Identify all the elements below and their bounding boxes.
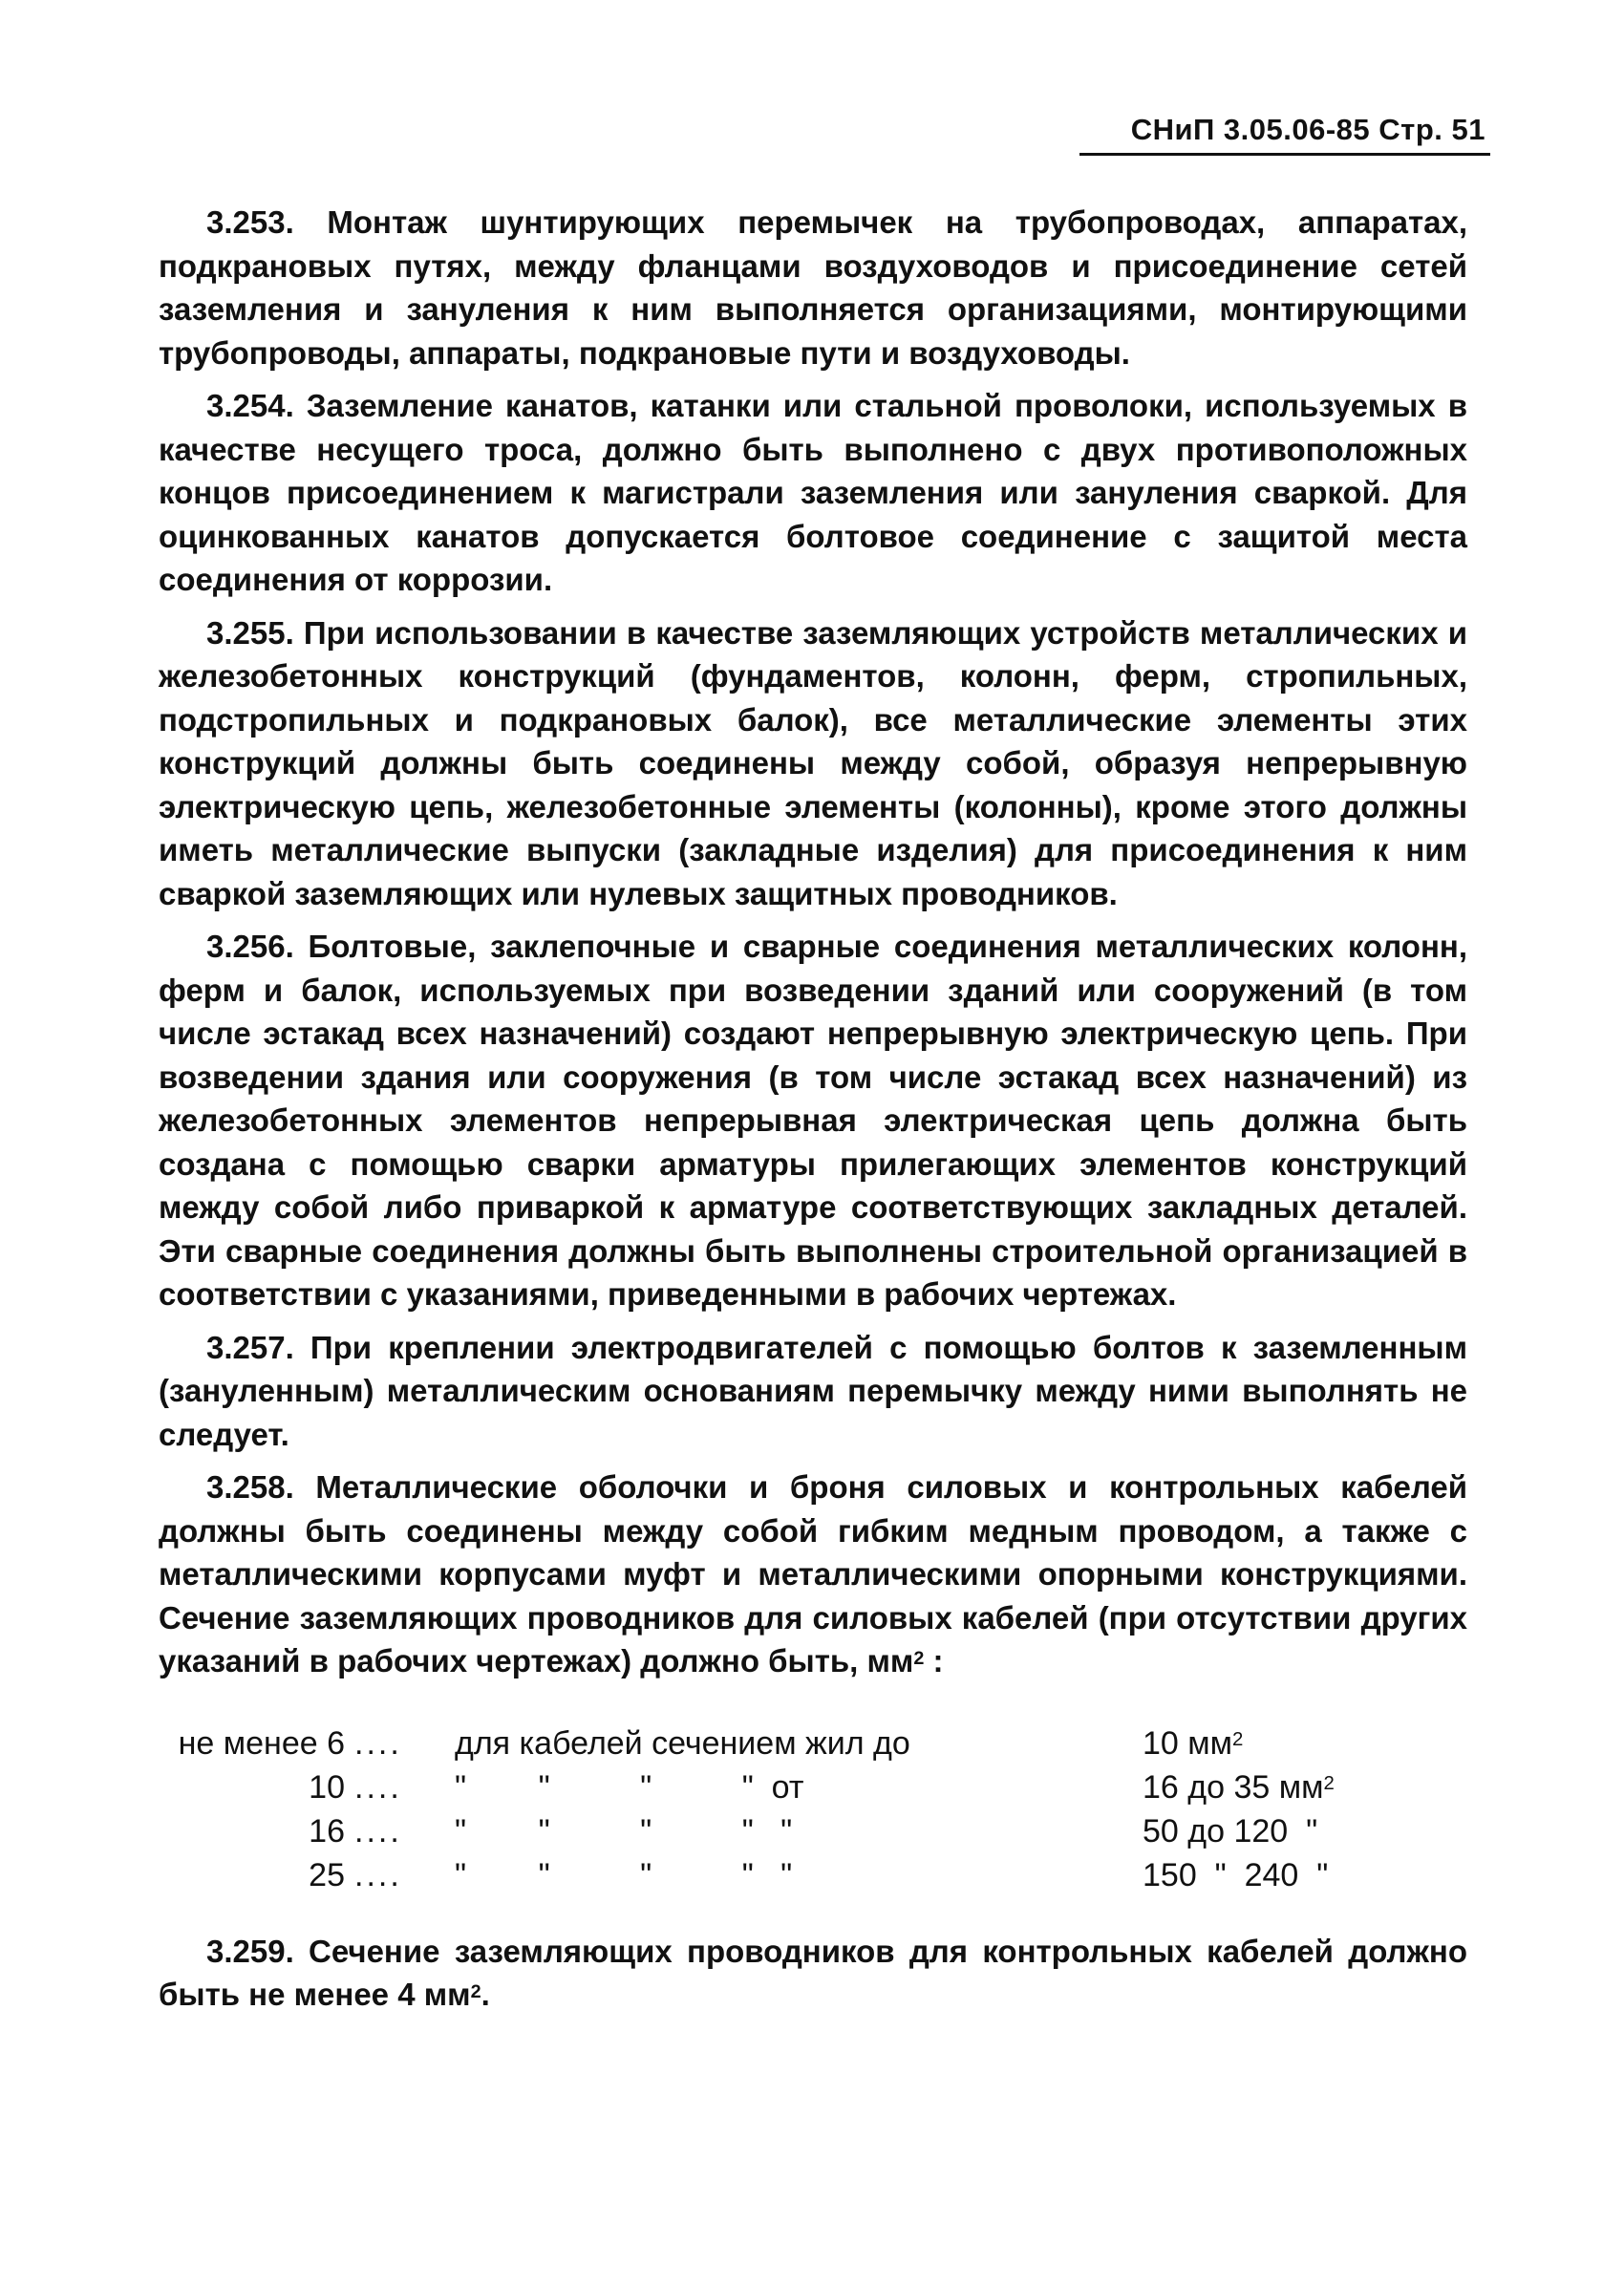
- paragraph-text: При использовании в качестве заземляющих устройств металлических и железобетонных конструкций (фундаментов, колонн, ферм, стропильных, подстропильных и подкрановых балок), все металлические элементы этих конструкций должны быть соединены между собой, образуя непрерывную электрическую цепь, железобетонные элементы (колонны), кроме этого должны иметь металлические выпуски (закладные изделия) для присоединения к ним сваркой заземляющих или нулевых защитных проводников.: [159, 614, 1467, 911]
- table-row: [159, 1853, 1467, 1897]
- paragraph-3-254: [159, 384, 1467, 602]
- core-section-value: 10 мм: [1143, 1724, 1233, 1762]
- paragraph-text: Болтовые, заклепочные и сварные соединения металлических колонн, ферм и балок, используемых при возведении зданий или сооружений (в том числе эстакад всех назначений) создают непрерывную электрическую цепь. При возведении здания или сооружения (в том числе эстакад всех назначений) из железобетонных элементов непрерывная электрическая цепь должна быть создана с помощью сварки арматуры прилегающих элементов конструкций между собой либо приваркой к арматуре соответствующих закладных деталей. Эти сварные соединения должны быть выполнены строительной организацией в соответствии с указаниями, приведенными в рабочих чертежах.: [159, 929, 1467, 1312]
- superscript: 2: [470, 1981, 481, 2003]
- page-header: СНиП 3.05.06-85 Стр. 51: [1130, 113, 1485, 146]
- paragraph-tail: :: [924, 1643, 944, 1679]
- paragraph-text: Заземление канатов, катанки или стальной проволоки, используемых в качестве несущего троса, должно быть выполнено с двух противоположных концов присоединением к магистрали заземления или зануления сваркой. Для оцинкованных канатов допускается болтовое соединение с защитой места соединения от коррозии.: [159, 388, 1467, 597]
- superscript: 2: [1323, 1773, 1335, 1795]
- paragraph-3-259: [159, 1930, 1467, 2017]
- paragraph-text: При креплении электродвигателей с помощью болтов к заземленным (зануленным) металлическим основаниям перемычку между ними выполнять не следует.: [159, 1329, 1467, 1452]
- leader-dots: ....: [354, 1724, 402, 1762]
- superscript: 2: [1232, 1729, 1244, 1751]
- paragraph-3-257: [159, 1326, 1467, 1457]
- header-rule: [1079, 153, 1490, 156]
- table-row: [159, 1809, 1467, 1853]
- condition-text: " " " " от: [455, 1768, 804, 1806]
- condition-text: для кабелей сечением жил до: [455, 1724, 910, 1762]
- core-section: [1143, 1721, 1458, 1765]
- cross-section-table: [159, 1721, 1467, 1897]
- paragraph-tail: .: [481, 1977, 490, 2012]
- core-section-value: 16 до 35 мм: [1143, 1768, 1324, 1806]
- core-section: [1143, 1853, 1458, 1897]
- min-section: не менее 6: [178, 1724, 345, 1762]
- paragraph-number: 3.253.: [206, 204, 294, 240]
- paragraph-3-253: [159, 201, 1467, 374]
- paragraph-number: 3.254.: [206, 388, 294, 423]
- paragraph-number: 3.256.: [206, 929, 294, 964]
- core-section: [1143, 1765, 1458, 1809]
- condition-text: " " " " ": [455, 1812, 793, 1850]
- leader-dots: ....: [354, 1856, 402, 1893]
- condition-text: " " " " ": [455, 1856, 793, 1893]
- core-section-value: 50 до 120 ": [1143, 1812, 1318, 1850]
- leader-dots: ....: [354, 1812, 402, 1850]
- paragraph-text: Монтаж шунтирующих перемычек на трубопроводах, аппаратах, подкрановых путях, между фланцами воздуховодов и присоединение сетей заземления и зануления к ним выполняется организациями, монтирующими трубопроводы, аппараты, подкрановые пути и воздуховоды.: [159, 204, 1467, 371]
- core-section-value: 150 " 240 ": [1143, 1856, 1329, 1893]
- table-row: [159, 1721, 1467, 1765]
- min-section: 10: [309, 1768, 345, 1806]
- paragraph-3-256: [159, 925, 1467, 1316]
- paragraph-number: 3.258.: [206, 1469, 294, 1505]
- min-section: 25: [309, 1856, 345, 1893]
- paragraph-number: 3.257.: [206, 1329, 294, 1365]
- leader-dots: ....: [354, 1768, 402, 1806]
- paragraph-number: 3.259.: [206, 1933, 294, 1969]
- paragraph-text: Металлические оболочки и броня силовых и контрольных кабелей должны быть соединены между собой гибким медным проводом, а также с металлическими корпусами муфт и металлическими опорными конструкциями. Сечение заземляющих проводников для силовых кабелей (при отсутствии других указаний в рабочих чертежах) должно быть, мм: [159, 1469, 1467, 1679]
- min-section: 16: [309, 1812, 345, 1850]
- document-body: [159, 201, 1467, 2026]
- paragraph-3-255: [159, 611, 1467, 916]
- paragraph-text: Сечение заземляющих проводников для контрольных кабелей должно быть не менее 4 мм: [159, 1933, 1467, 2012]
- core-section: [1143, 1809, 1458, 1853]
- table-row: [159, 1765, 1467, 1809]
- superscript: 2: [913, 1648, 925, 1670]
- paragraph-number: 3.255.: [206, 614, 294, 651]
- paragraph-3-258: [159, 1465, 1467, 1683]
